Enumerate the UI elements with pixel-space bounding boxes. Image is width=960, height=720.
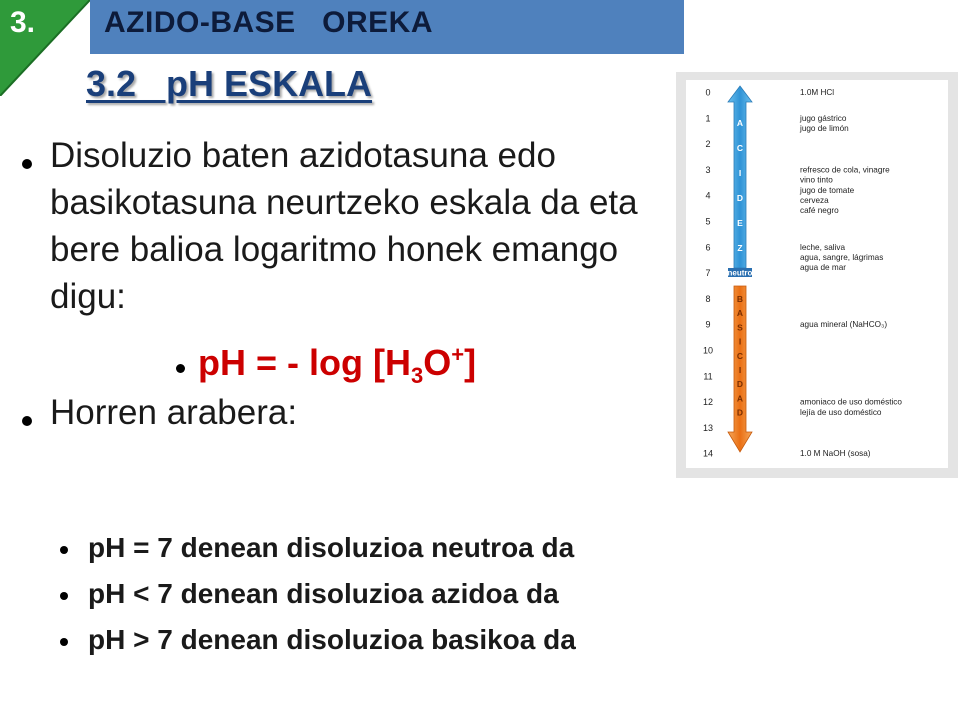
- scale-example-label: 1.0 M NaOH (sosa): [800, 449, 871, 459]
- ph-value-label: 5: [705, 216, 711, 227]
- neutral-label: neutro: [727, 268, 753, 278]
- base-letter: A: [736, 393, 744, 404]
- ph-value-label: 12: [702, 397, 714, 408]
- scale-example-label: leche, saliva: [800, 242, 846, 252]
- ph-value-label: 3: [705, 164, 711, 175]
- bullet-dot: [176, 364, 185, 373]
- scale-example-label: agua de mar: [800, 263, 846, 273]
- ph-value-label: 10: [702, 345, 714, 356]
- acid-letter: I: [738, 168, 742, 178]
- body-paragraph: Disoluzio baten azidotasuna edo basikotasuna neurtzeko eskala da eta bere balioa logaritmo honek emango digu:: [50, 136, 638, 316]
- acid-letter: D: [736, 193, 744, 203]
- scale-example-label: amoniaco de uso doméstico: [800, 397, 902, 407]
- ph-scale-panel: [686, 80, 948, 468]
- scale-example-label: café negro: [800, 206, 839, 216]
- condition-basic: pH > 7 denean disoluzioa basikoa da: [88, 624, 576, 655]
- bullet-dot: [22, 159, 32, 169]
- scale-example-label: cerveza: [800, 196, 829, 205]
- slide-subtitle: 3.2 pH ESKALA: [86, 63, 373, 104]
- ph-scale-figure: [676, 72, 958, 478]
- base-letter: A: [736, 308, 744, 319]
- condition-neutral: pH = 7 denean disoluzioa neutroa da: [88, 532, 575, 563]
- ph-value-label: 7: [705, 268, 711, 279]
- acid-letter: Z: [737, 243, 743, 253]
- ph-value-label: 13: [702, 422, 714, 433]
- acid-letter: C: [736, 143, 744, 153]
- scale-example-label: jugo de limón: [800, 124, 849, 133]
- base-letter: I: [738, 365, 742, 375]
- bullet-dot: [60, 546, 68, 554]
- section-number: 3.: [10, 6, 36, 39]
- bullet-dot: [60, 638, 68, 646]
- base-letter: D: [736, 407, 744, 418]
- base-letter: B: [736, 294, 744, 304]
- ph-value-label: 2: [705, 139, 711, 150]
- ph-value-label: 6: [705, 242, 711, 253]
- ph-formula: pH = - $\log [H_3O^+]$: [198, 342, 477, 389]
- condition-acid: pH < 7 denean disoluzioa azidoa da: [88, 578, 559, 609]
- header-title: AZIDO-BASE OREKA: [104, 6, 434, 39]
- base-letter: I: [738, 336, 742, 347]
- scale-example-label: refresco de cola, vinagre: [800, 165, 890, 175]
- scale-example-label: agua mineral (NaHCO₃): [800, 320, 888, 330]
- ph-value-label: 4: [705, 190, 711, 201]
- scale-example-label: 1.0M HCl: [800, 88, 835, 97]
- bullet-dot: [60, 592, 68, 600]
- ph-scale-svg: [686, 80, 948, 468]
- horren-arabera: Horren arabera:: [50, 393, 298, 432]
- ph-value-label: 0: [705, 87, 711, 98]
- bullet-dot: [22, 416, 32, 426]
- acid-letter: A: [736, 118, 744, 128]
- ph-value-label: 1: [705, 113, 711, 124]
- base-letter: D: [736, 379, 744, 390]
- scale-example-label: lejía de uso doméstico: [800, 407, 882, 417]
- acid-letter: E: [737, 218, 743, 228]
- scale-example-label: vino tinto: [800, 175, 833, 185]
- scale-example-label: jugo gástrico: [800, 113, 847, 123]
- ph-value-label: 8: [705, 293, 711, 304]
- base-letter: S: [737, 322, 743, 333]
- ph-value-label: 11: [703, 371, 713, 382]
- ph-value-label: 9: [705, 319, 711, 330]
- base-letter: C: [736, 350, 744, 361]
- scale-example-label: agua, sangre, lágrimas: [800, 253, 884, 262]
- ph-value-label: 14: [702, 448, 714, 459]
- scale-example-label: jugo de tomate: [800, 185, 855, 195]
